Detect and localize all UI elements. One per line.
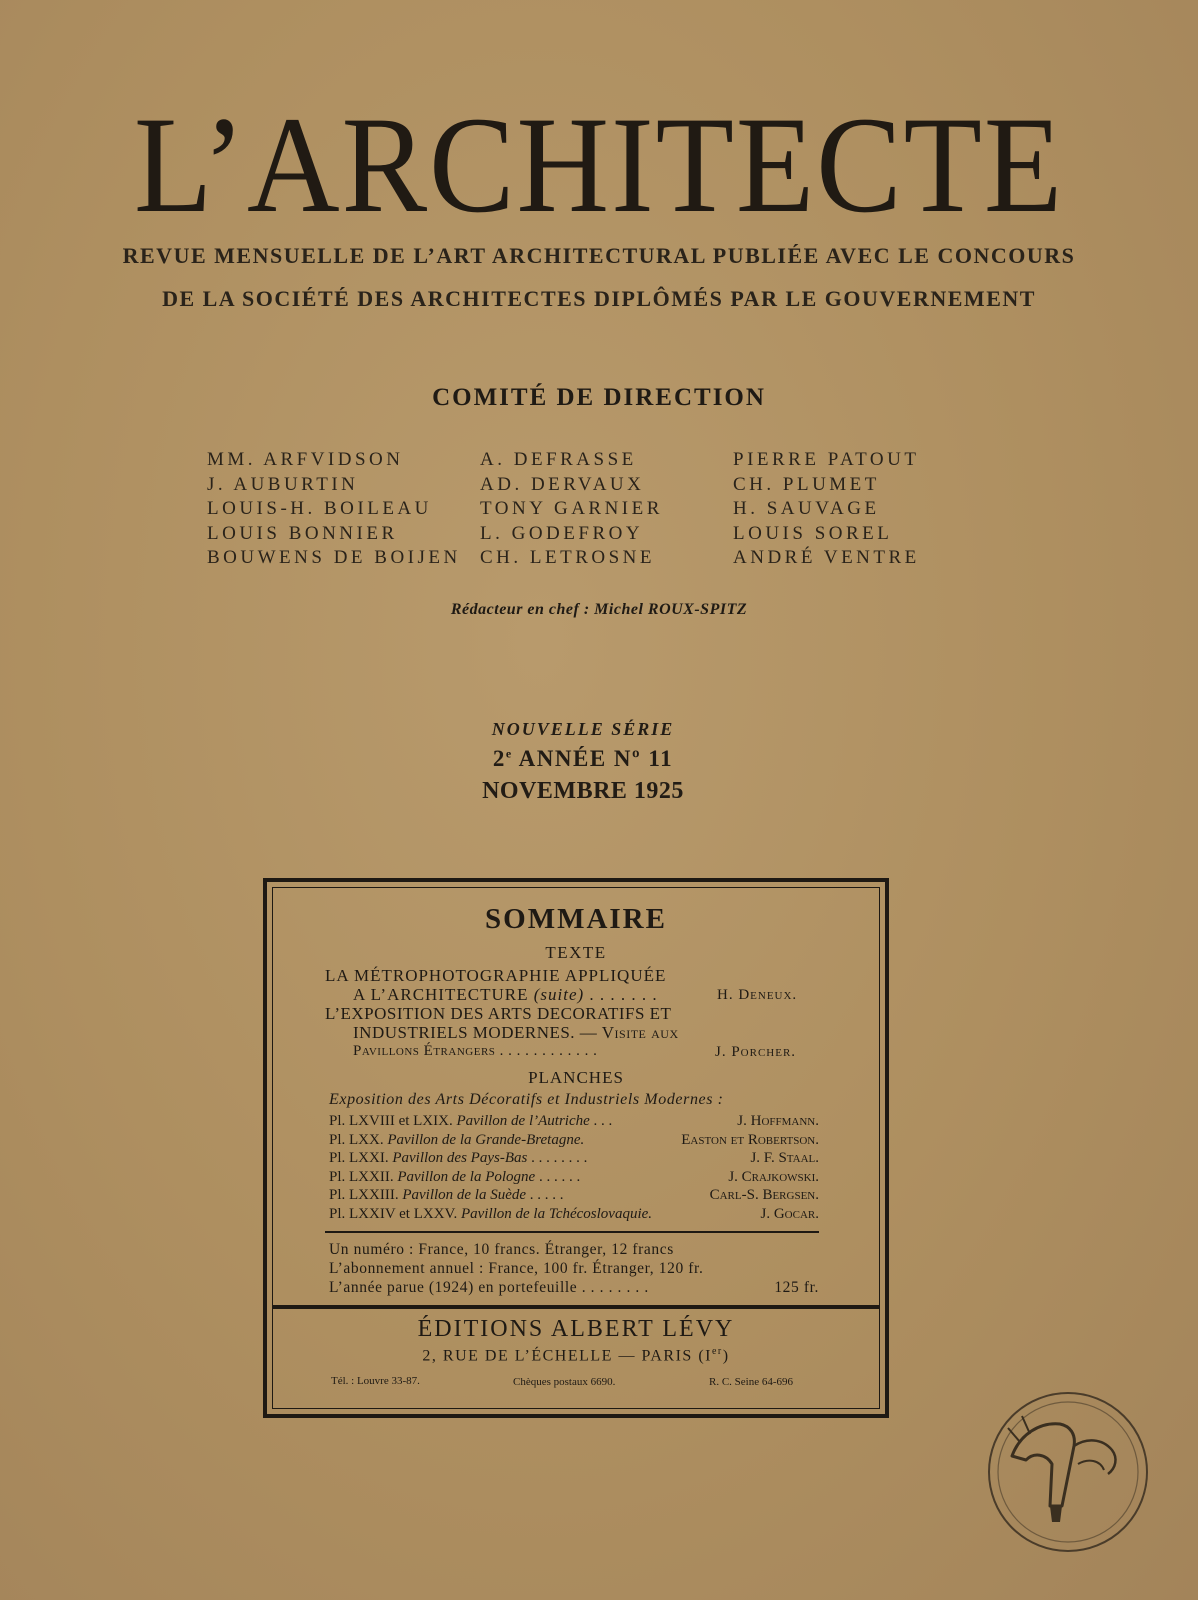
- plate-row: Pl. LXX. Pavillon de la Grande-Bretagne. Easton et Robertson.: [329, 1131, 819, 1148]
- committee-member: PIERRE PATOUT: [733, 449, 920, 470]
- hand-with-pen-icon: [990, 1394, 1146, 1550]
- subtitle-line-1: REVUE MENSUELLE DE L’ART ARCHITECTURAL PUBLIÉE AVEC LE CONCOURS: [122, 243, 1076, 268]
- price-line-1: Un numéro : France, 10 francs. Étranger, 12 francs: [329, 1241, 674, 1258]
- committee-member: CH. LETROSNE: [480, 547, 655, 568]
- sommaire-box: [263, 878, 889, 1418]
- article-2-author: J. Porcher.: [715, 1044, 797, 1060]
- committee-column-1: [207, 448, 461, 571]
- committee-member: LOUIS BONNIER: [207, 522, 398, 544]
- publisher-divider: [273, 1305, 879, 1309]
- planches-intro: Exposition des Arts Décoratifs et Industriels Modernes :: [329, 1091, 724, 1108]
- committee-member: AD. DERVAUX: [480, 473, 645, 495]
- committee-heading: COMITÉ DE DIRECTION: [432, 384, 766, 411]
- article-2-line-1: L’EXPOSITION DES ARTS DECORATIFS ET: [325, 1004, 672, 1023]
- plate-row: Pl. LXXII. Pavillon de la Pologne . . . . . . J. Crajkowski.: [329, 1168, 819, 1185]
- committee-member: J. AUBURTIN: [207, 473, 359, 495]
- article-2-line-2: INDUSTRIELS MODERNES. — Visite aux: [353, 1023, 679, 1042]
- library-seal-stamp: [988, 1392, 1148, 1552]
- article-1-author: H. Deneux.: [717, 987, 798, 1003]
- price-line-3: L’année parue (1924) en portefeuille . . . . . . . . 125 fr.: [329, 1279, 819, 1296]
- planches-heading: PLANCHES: [528, 1068, 624, 1087]
- publisher-name: ÉDITIONS ALBERT LÉVY: [417, 1316, 735, 1342]
- committee-member: ANDRÉ VENTRE: [733, 547, 920, 568]
- article-1-line-1: LA MÉTROPHOTOGRAPHIE APPLIQUÉE: [325, 966, 667, 985]
- committee-member: L. GODEFROY: [480, 522, 644, 544]
- subtitle-line-2: DE LA SOCIÉTÉ DES ARCHITECTES DIPLÔMÉS PAR LE GOUVERNEMENT: [162, 286, 1036, 311]
- sommaire-inner-frame: [272, 887, 880, 1409]
- publisher-address: 2, RUE DE L’ÉCHELLE — PARIS (Ier): [422, 1346, 730, 1365]
- magazine-title: L’ARCHITECTE: [133, 88, 1065, 241]
- publisher-rc: R. C. Seine 64-696: [709, 1376, 794, 1388]
- series-label: NOUVELLE SÉRIE: [491, 719, 675, 739]
- sommaire-heading: SOMMAIRE: [485, 903, 667, 935]
- plate-row: Pl. LXXIII. Pavillon de la Suède . . . . . Carl-S. Bergsen.: [329, 1187, 819, 1203]
- plate-row: Pl. LXXIV et LXXV. Pavillon de la Tchécoslovaquie. J. Gocar.: [329, 1205, 819, 1222]
- committee-column-2: [480, 448, 663, 571]
- committee-member: CH. PLUMET: [733, 473, 880, 495]
- plates-list: [329, 1112, 819, 1223]
- plate-row: Pl. LXVIII et LXIX. Pavillon de l’Autriche . . . J. Hoffmann.: [329, 1113, 819, 1129]
- texte-heading: TEXTE: [545, 943, 607, 962]
- committee-member: BOUWENS DE BOIJEN: [207, 547, 461, 568]
- committee-member: A. DEFRASSE: [480, 449, 637, 470]
- plate-row: Pl. LXXI. Pavillon des Pays-Bas . . . . . . . . J. F. Staal.: [329, 1150, 819, 1166]
- editor-in-chief: Rédacteur en chef : Michel ROUX-SPITZ: [450, 601, 748, 618]
- committee-member: LOUIS-H. BOILEAU: [207, 498, 432, 519]
- committee-member: LOUIS SOREL: [733, 522, 893, 544]
- issue-date: NOVEMBRE 1925: [482, 778, 684, 804]
- publisher-tel: Tél. : Louvre 33-87.: [331, 1375, 420, 1387]
- price-line-2: L’abonnement annuel : France, 100 fr. Étranger, 120 fr.: [329, 1260, 704, 1277]
- article-1-line-2: A L’ARCHITECTURE (suite) . . . . . . .: [353, 985, 658, 1004]
- committee-column-3: [733, 448, 920, 571]
- article-2-line-3: Pavillons Étrangers . . . . . . . . . . . .: [353, 1043, 598, 1059]
- publisher-cheques: Chèques postaux 6690.: [513, 1376, 616, 1388]
- price-divider: [325, 1231, 819, 1233]
- issue-number: 2e ANNÉE Nº 11: [492, 746, 674, 771]
- committee-member: TONY GARNIER: [480, 498, 663, 519]
- committee-member: MM. ARFVIDSON: [207, 449, 404, 470]
- committee-member: H. SAUVAGE: [733, 498, 880, 519]
